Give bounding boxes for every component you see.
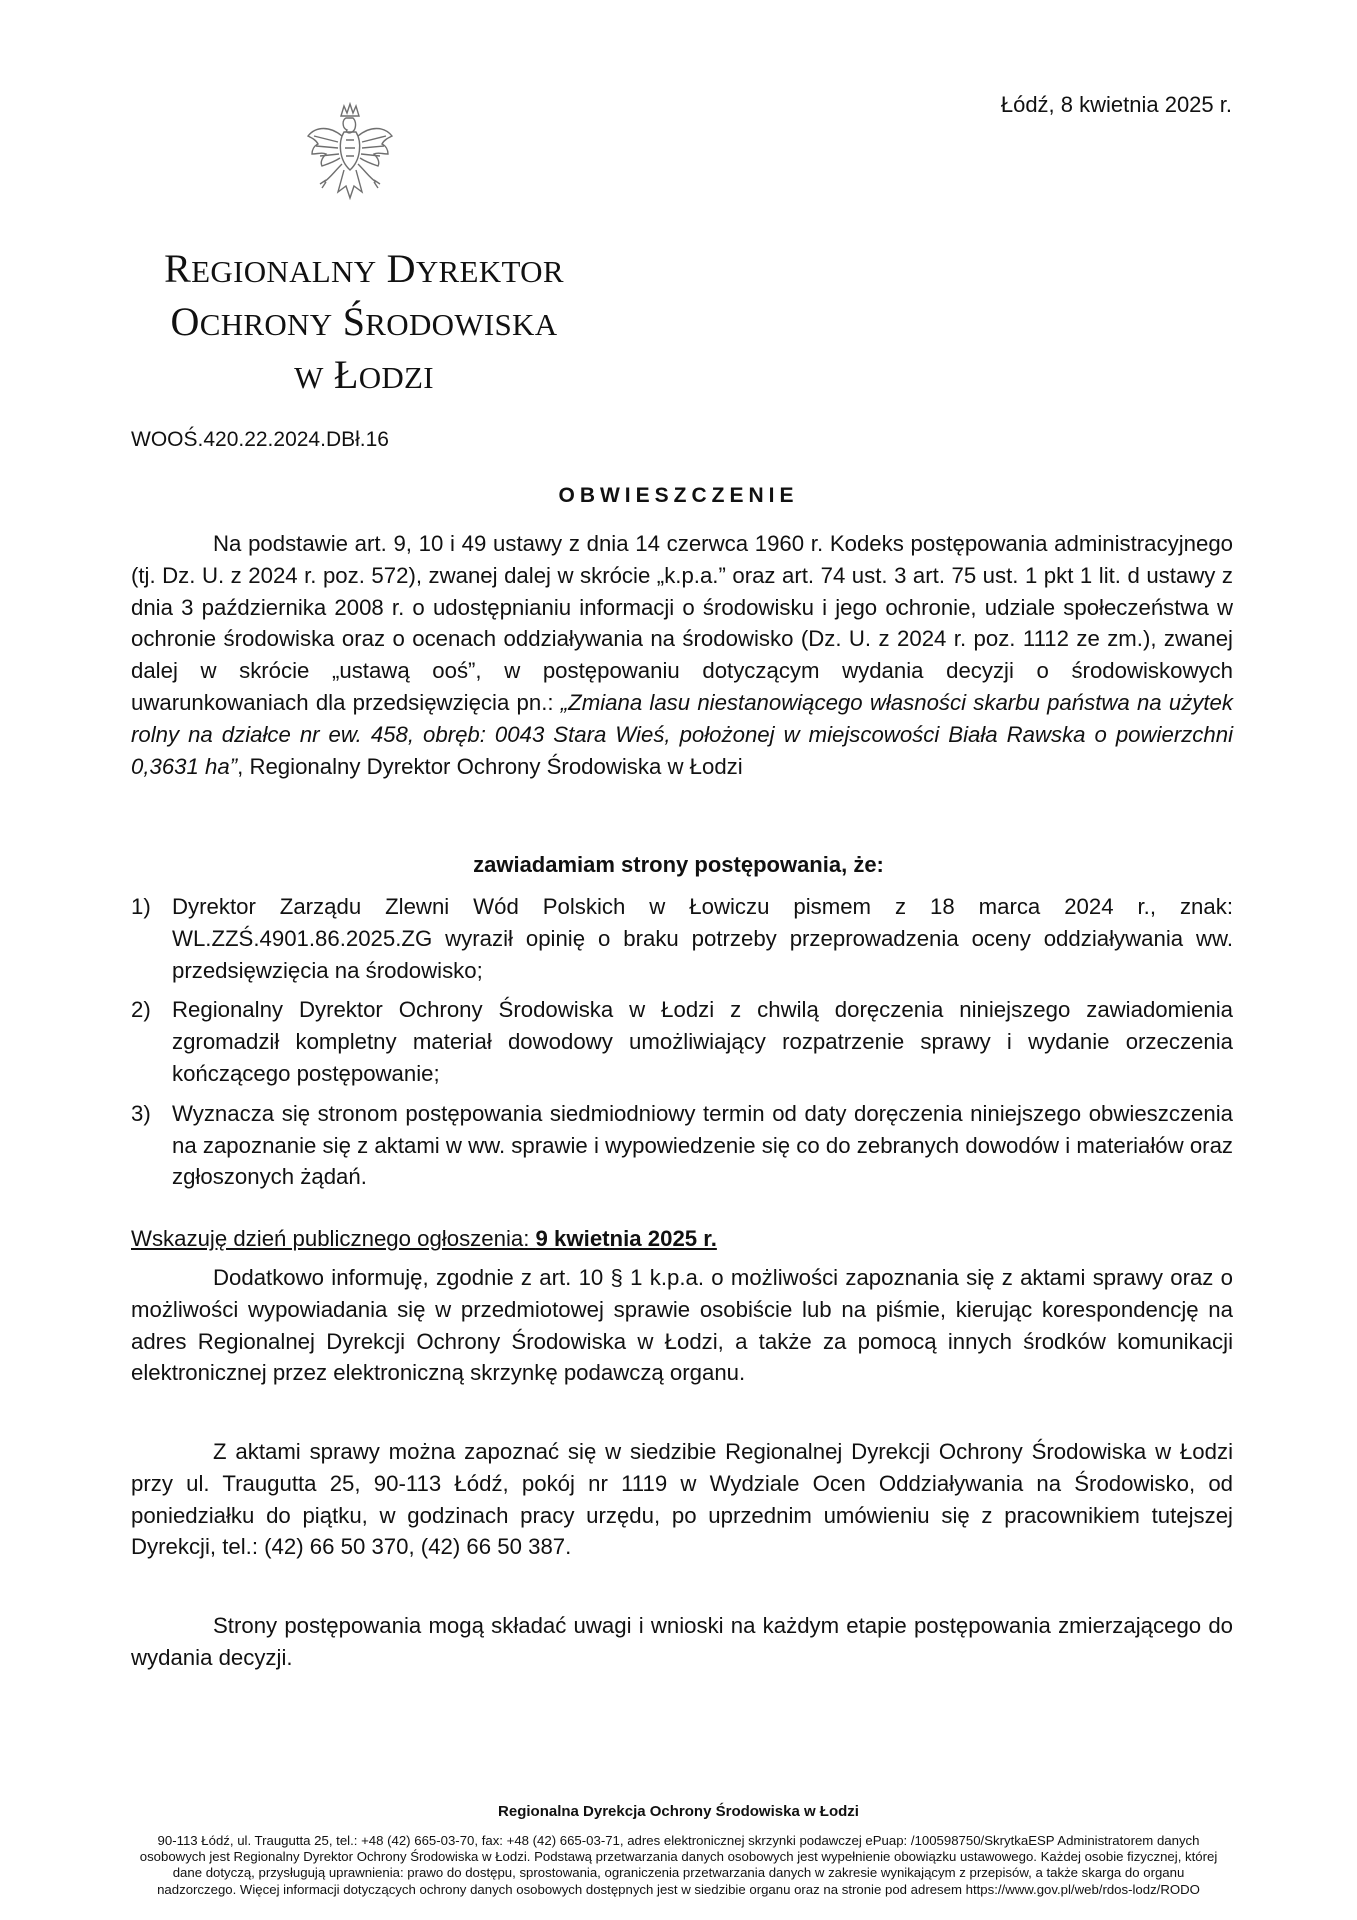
notice-items-list <box>131 891 1233 1201</box>
reference-number: WOOŚ.420.22.2024.DBł.16 <box>131 428 389 451</box>
list-item: 1) Dyrektor Zarządu Zlewni Wód Polskich w Łowiczu pismem z 18 marca 2024 r., znak: WL.ZZŚ.4901.86.2025.ZG wyraził opinię o braku potrzeby przeprowadzenia oceny oddziaływania ww. przedsięwzięcia na środowisko; <box>131 894 1233 983</box>
publication-date: 9 kwietnia 2025 r. <box>535 1226 717 1251</box>
document-heading: OBWIESZCZENIE <box>558 484 799 507</box>
publication-date-line: Wskazuję dzień publicznego ogłoszenia: 9 kwietnia 2025 r. <box>131 1226 717 1251</box>
paragraph-remarks: Strony postępowania mogą składać uwagi i wnioski na każdym etapie postępowania zmierzającego do wydania decyzji. <box>131 1613 1233 1670</box>
paragraph-case-files: Z aktami sprawy można zapoznać się w siedzibie Regionalnej Dyrekcji Ochrony Środowiska w Łodzi przy ul. Traugutta 25, 90-113 Łódź, pokój nr 1119 w Wydziale Ocen Oddziaływania na Środowisko, od poniedziałku do piątku, w godzinach pracy urzędu, po uprzednim umówieniu się z pracownikiem tutejszej Dyrekcji, tel.: (42) 66 50 370, (42) 66 50 387. <box>131 1439 1233 1560</box>
footer-text: 90-113 Łódź, ul. Traugutta 25, tel.: +48 (42) 665-03-70, fax: +48 (42) 665-03-71, adres elektronicznej skrzynki podawczej ePuap: /100598750/SkrytkaESP Administratorem danych osobowych jest Regionalny Dyrektor Ochrony Środowiska w Łodzi. Podstawą przetwarzania danych osobowych jest wypełnienie obowiązku ustawowego. Każdej osobie fizycznej, której dane dotyczą, przysługują uprawnienia: prawo do dostępu, sprostowania, ograniczenia przetwarzania danych w zakresie wynikającym z przepisów, a także skarga do organu nadzorczego. Więcej informacji dotyczących ochrony danych osobowych dostępnych jest w siedzibie organu oraz na stronie pod adresem https://www.gov.pl/web/rdos-lodz/RODO <box>139 1833 1218 1897</box>
project-name: „Zmiana lasu niestanowiącego własności skarbu państwa na użytek rolny na działce nr ew. 458, obręb: 0043 Stara Wieś, położonej w miejscowości Biała Rawska o powierzchni 0,3631 ha” <box>131 689 1233 779</box>
footer-title: Regionalna Dyrekcja Ochrony Środowiska w Łodzi <box>498 1803 859 1820</box>
list-item: 2) Regionalny Dyrektor Ochrony Środowiska w Łodzi z chwilą doręczenia niniejszego zawiadomienia zgromadził kompletny materiał dowodowy umożliwiający rozpatrzenie sprawy i wydanie orzeczenia kończącego postępowanie; <box>131 997 1233 1086</box>
issuing-authority-title: REGIONALNY DYREKTOR OCHRONY ŚRODOWISKA W ŁODZI <box>164 246 564 397</box>
list-item: 3) Wyznacza się stronom postępowania siedmiodniowy termin od daty doręczenia niniejszego obwieszczenia na zapoznanie się z aktami w ww. sprawie i wypowiedzenie się co do zebranych dowodów i materiałów oraz zgłoszonych żądań. <box>131 1100 1233 1190</box>
paragraph-additional-info: Dodatkowo informuję, zgodnie z art. 10 § 1 k.p.a. o możliwości zapoznania się z aktami sprawy oraz o możliwości wypowiadania się w przedmiotowej sprawie osobiście lub na piśmie, kierując korespondencję na adres Regionalnej Dyrekcji Ochrony Środowiska w Łodzi, a także za pomocą innych środków komunikacji elektronicznej przez elektroniczną skrzynkę podawczą organu. <box>131 1265 1233 1386</box>
polish-eagle-emblem-icon <box>302 102 398 218</box>
document-date: Łódź, 8 kwietnia 2025 r. <box>1000 92 1232 117</box>
intro-paragraph: Na podstawie art. 9, 10 i 49 ustawy z dnia 14 czerwca 1960 r. Kodeks postępowania administracyjnego (tj. Dz. U. z 2024 r. poz. 572), zwanej dalej w skrócie „k.p.a.” oraz art. 74 ust. 3 art. 75 ust. 1 pkt 1 lit. d ustawy z dnia 3 października 2008 r. o udostępnianiu informacji o środowisku i jego ochronie, udziale społeczeństwa w ochronie środowiska oraz o ocenach oddziaływania na środowisko (Dz. U. z 2024 r. poz. 1112 ze zm.), zwanej dalej w skrócie „ustawą ooś”, w postępowaniu dotyczącym wydania decyzji o środowiskowych uwarunkowaniach dla przedsięwzięcia pn.: „Zmiana lasu niestanowiącego własności skarbu państwa na użytek rolny na działce nr ew. 458, obręb: 0043 Stara Wieś, położonej w miejscowości Biała Rawska o powierzchni 0,3631 ha”, Regionalny Dyrektor Ochrony Środowiska w Łodzi <box>131 531 1233 779</box>
notice-heading: zawiadamiam strony postępowania, że: <box>473 852 884 877</box>
